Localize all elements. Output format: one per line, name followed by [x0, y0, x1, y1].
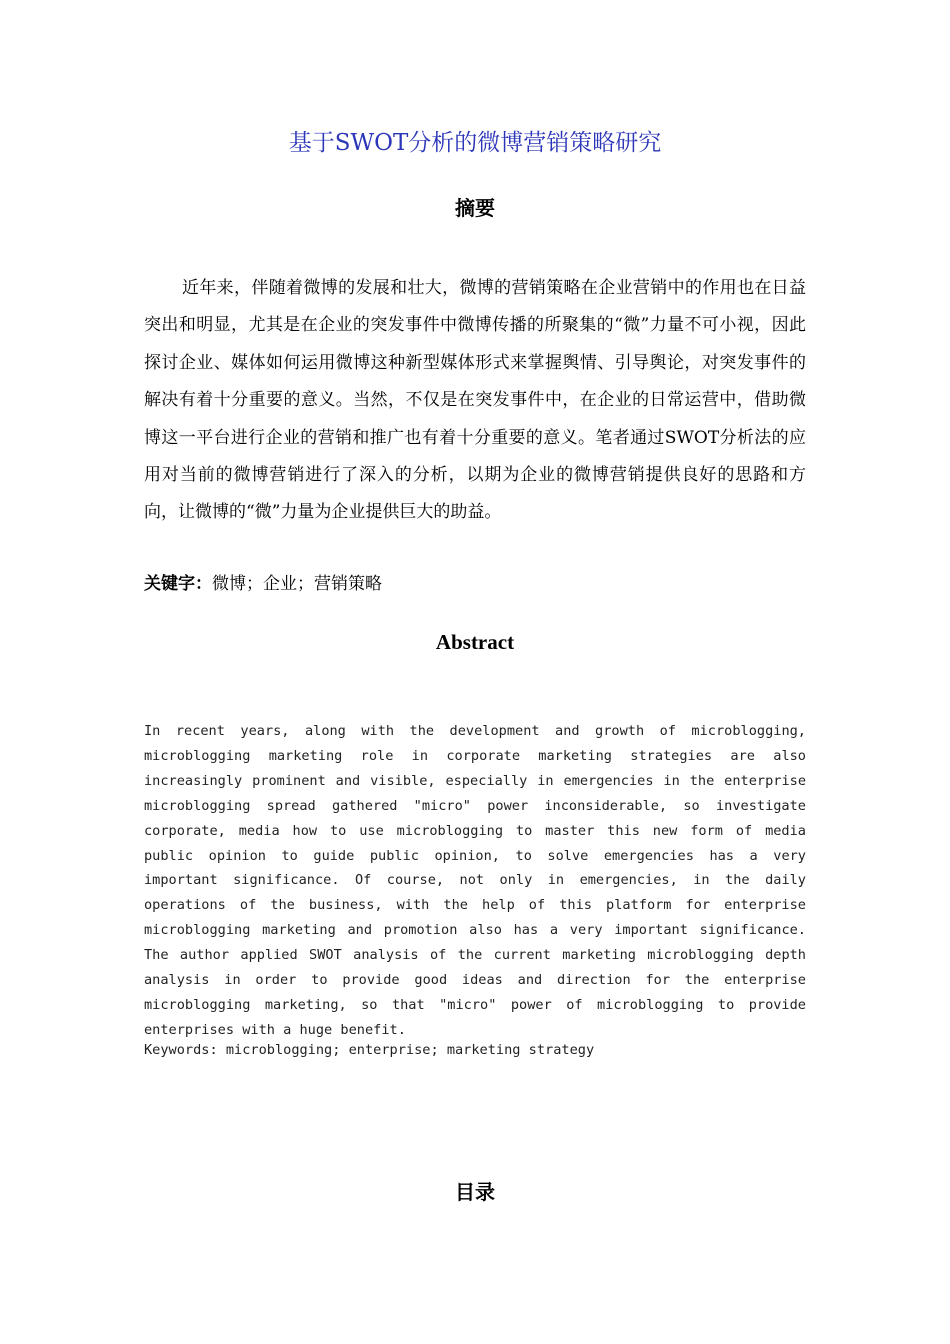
keywords-zh-label: 关键字： [144, 574, 212, 594]
keywords-en: Keywords: microblogging; enterprise; marketing strategy [144, 1042, 595, 1058]
abstract-zh-heading: 摘要 [455, 196, 495, 220]
abstract-en-body: In recent years, along with the development and growth of microblogging, microblogging marketing role in corporate marketing strategies are also increasingly prominent and visible, especially in emergencies in the enterprise microblogging spread gathered "micro" power inconsiderable, so investigate corporate, media how to use microblogging to master this new form of media public opinion to guide public opinion, to solve emergencies has a very important significance. Of course, not only in emergencies, in the daily operations of the business, with the help of this platform for enterprise microblogging marketing and promotion also has a very important significance. The author applied SWOT analysis of the current marketing microblogging depth analysis in order to provide good ideas and direction for the enterprise microblogging marketing, so that "micro" power of microblogging to provide enterprises with a huge benefit. [144, 723, 806, 1038]
abstract-zh-body: 近年来，伴随着微博的发展和壮大，微博的营销策略在企业营销中的作用也在日益突出和明显，尤其是在企业的突发事件中微博传播的所聚集的“微”力量不可小视，因此探讨企业、媒体如何运用微博这种新型媒体形式来掌握舆情、引导舆论，对突发事件的解决有着十分重要的意义。当然，不仅是在突发事件中，在企业的日常运营中，借助微博这一平台进行企业的营销和推广也有着十分重要的意义。笔者通过SWOT分析法的应用对当前的微博营销进行了深入的分析，以期为企业的微博营销提供良好的思路和方向，让微博的“微”力量为企业提供巨大的助益。 [144, 278, 806, 523]
keywords-zh [144, 569, 806, 594]
toc-heading: 目录 [455, 1180, 495, 1204]
document-title: 基于SWOT分析的微博营销策略研究 [288, 130, 662, 156]
keywords-zh-values: 微博；企业；营销策略 [212, 574, 382, 594]
abstract-en-heading: Abstract [435, 630, 515, 654]
